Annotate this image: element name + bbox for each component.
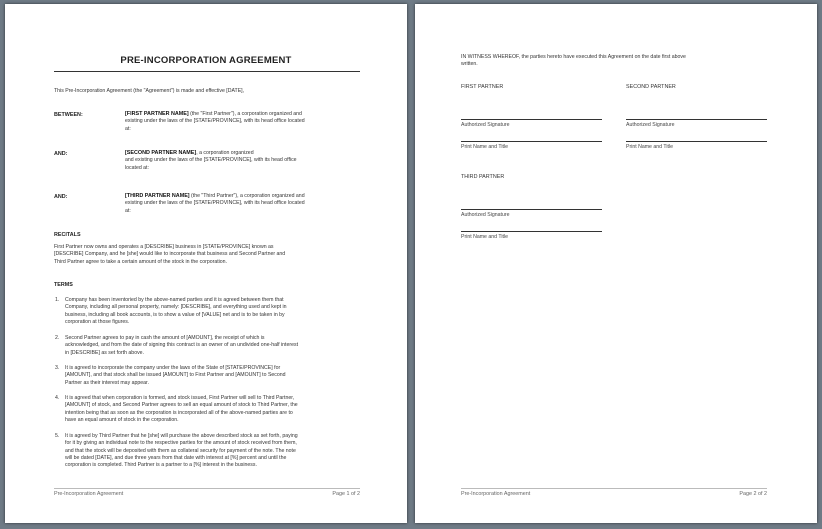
term-line: It is agreed by Third Partner that he [she] will purchase the above described stock as set forth, paying [65, 433, 298, 439]
term-line: Company, including all personal property, namely: [DESCRIBE], and everything used and kept in [65, 304, 287, 311]
term-item-5 [55, 433, 365, 469]
footer-title: Pre-Incorporation Agreement [461, 491, 531, 497]
term-line: It is agreed that when corporation is formed, and stock issued, First Partner will sell to Third Partner, [65, 395, 295, 401]
term-number: 5. [55, 433, 60, 439]
first-partner-name-line [461, 141, 602, 142]
term-line: Company has been inventoried by the above-named parties and it is agreed between them that [65, 297, 284, 303]
party-third-line1: (the "Third Partner"), a corporation organized and [189, 193, 305, 199]
term-line: in [DESCRIBE] as set forth above. [65, 349, 145, 356]
term-line: business, including all book accounts, is to show a value of [VALUE] net and is to be taken in by [65, 311, 285, 318]
terms-heading: TERMS [54, 282, 73, 288]
party-second-name: [SECOND PARTNER NAME] [125, 150, 197, 156]
recitals-line: First Partner now owns and operates a [DESCRIBE] business in [STATE/PROVINCE] known as [54, 244, 274, 250]
first-partner-heading: FIRST PARTNER [461, 84, 504, 90]
third-partner-name-line [461, 231, 602, 232]
footer-rule [54, 488, 360, 489]
term-line: will be dated [DATE], and due three years from that date with interest at [%] percent and until the [65, 454, 287, 461]
party-third-name: [THIRD PARTNER NAME] [125, 193, 190, 199]
term-line: [AMOUNT], and that stock shall be issued [AMOUNT] to First Partner and [AMOUNT] to Second [65, 372, 286, 379]
term-item-1 [55, 297, 365, 326]
party-label-and-1: AND: [54, 151, 68, 157]
second-partner-signature-caption: Authorized Signature [626, 122, 675, 128]
term-line: It is agreed to incorporate the company under the laws of the State of [STATE/PROVINCE] for [65, 365, 281, 371]
third-partner-name-caption: Print Name and Title [461, 234, 508, 240]
party-second-line3: located at: [125, 164, 149, 171]
recitals-line: [DESCRIBE] Company, and he [she] would like to incorporate that business and Second Partner and [54, 251, 286, 258]
party-first-line1: (the "First Partner"), a corporation organized and [188, 111, 302, 117]
second-partner-name-line [626, 141, 767, 142]
third-partner-heading: THIRD PARTNER [461, 174, 505, 180]
first-partner-name-caption: Print Name and Title [461, 144, 508, 150]
party-second [125, 150, 357, 172]
party-third-line2: existing under the laws of the [STATE/PROVINCE], with its head office located [125, 200, 305, 207]
term-number: 1. [55, 297, 60, 303]
term-item-3 [55, 365, 365, 387]
party-first [125, 111, 357, 133]
term-line: corporation is completed. Third Partner is a partner to a [%] interest in the business. [65, 462, 257, 469]
term-line: Second Partner agrees to pay in cash the amount of [AMOUNT], the receipt of which is [65, 335, 265, 341]
party-first-line3: at: [125, 125, 131, 132]
second-partner-name-caption: Print Name and Title [626, 144, 673, 150]
party-label-and-2: AND: [54, 194, 68, 200]
term-number: 4. [55, 395, 60, 401]
recitals-line: Third Partner agree to take a certain amount of the stock in the corporation. [54, 258, 228, 265]
party-label-between: BETWEEN: [54, 112, 83, 118]
document-title: PRE-INCORPORATION AGREEMENT [120, 55, 292, 66]
term-number: 3. [55, 365, 60, 371]
title-rule [54, 71, 360, 72]
third-partner-signature-caption: Authorized Signature [461, 212, 510, 218]
party-third-line3: at: [125, 207, 131, 214]
footer-title: Pre-Incorporation Agreement [54, 491, 124, 497]
intro-text: This Pre-Incorporation Agreement (the "Agreement") is made and effective [DATE], [54, 88, 245, 94]
document-page-2 [415, 4, 817, 523]
first-partner-signature-line [461, 119, 602, 120]
term-line: corporation at those figures. [65, 318, 130, 325]
party-first-name: [FIRST PARTNER NAME] [125, 111, 189, 117]
term-line: intention being that as soon as the corporation is incorporated all of the above-named parties are to [65, 409, 293, 416]
third-partner-signature-line [461, 209, 602, 210]
term-item-2 [55, 335, 365, 357]
recitals-heading: RECITALS [54, 232, 81, 238]
first-partner-signature-caption: Authorized Signature [461, 122, 510, 128]
second-partner-signature-line [626, 119, 767, 120]
witness-line: written. [461, 61, 478, 68]
party-second-line1: , a corporation organized [196, 150, 254, 156]
footer-rule [461, 488, 767, 489]
term-line: Partner as their interest may appear. [65, 379, 149, 386]
term-number: 2. [55, 335, 60, 341]
page-number: Page 2 of 2 [739, 491, 767, 497]
witness-line: IN WITNESS WHEREOF, the parties hereto have executed this Agreement on the date first above [461, 54, 686, 60]
document-page-1 [5, 4, 407, 523]
second-partner-heading: SECOND PARTNER [626, 84, 676, 90]
term-line: have an equal amount of stock in the corporation. [65, 416, 179, 423]
term-line: and that the stock will be deposited with them as collateral security for payment of the note. The note [65, 447, 296, 454]
witness-text [461, 54, 771, 69]
recitals-text [54, 244, 354, 266]
party-first-line2: existing under the laws of the [STATE/PROVINCE], with its head office located [125, 118, 305, 125]
page-number: Page 1 of 2 [332, 491, 360, 497]
term-item-4 [55, 395, 365, 424]
term-line: for it by giving an individual note to the respective parties for the amount of stock received from them, [65, 440, 297, 447]
party-third [125, 193, 357, 215]
term-line: [AMOUNT] of stock, and Second Partner agrees to sell an equal amount of stock to Third Partner, the [65, 402, 298, 409]
term-line: acknowledged, and from the date of signing this contract is an owner of an undivided one-half interest [65, 342, 299, 349]
party-second-line2: and existing under the laws of the [STATE/PROVINCE], with its head office [125, 157, 297, 164]
